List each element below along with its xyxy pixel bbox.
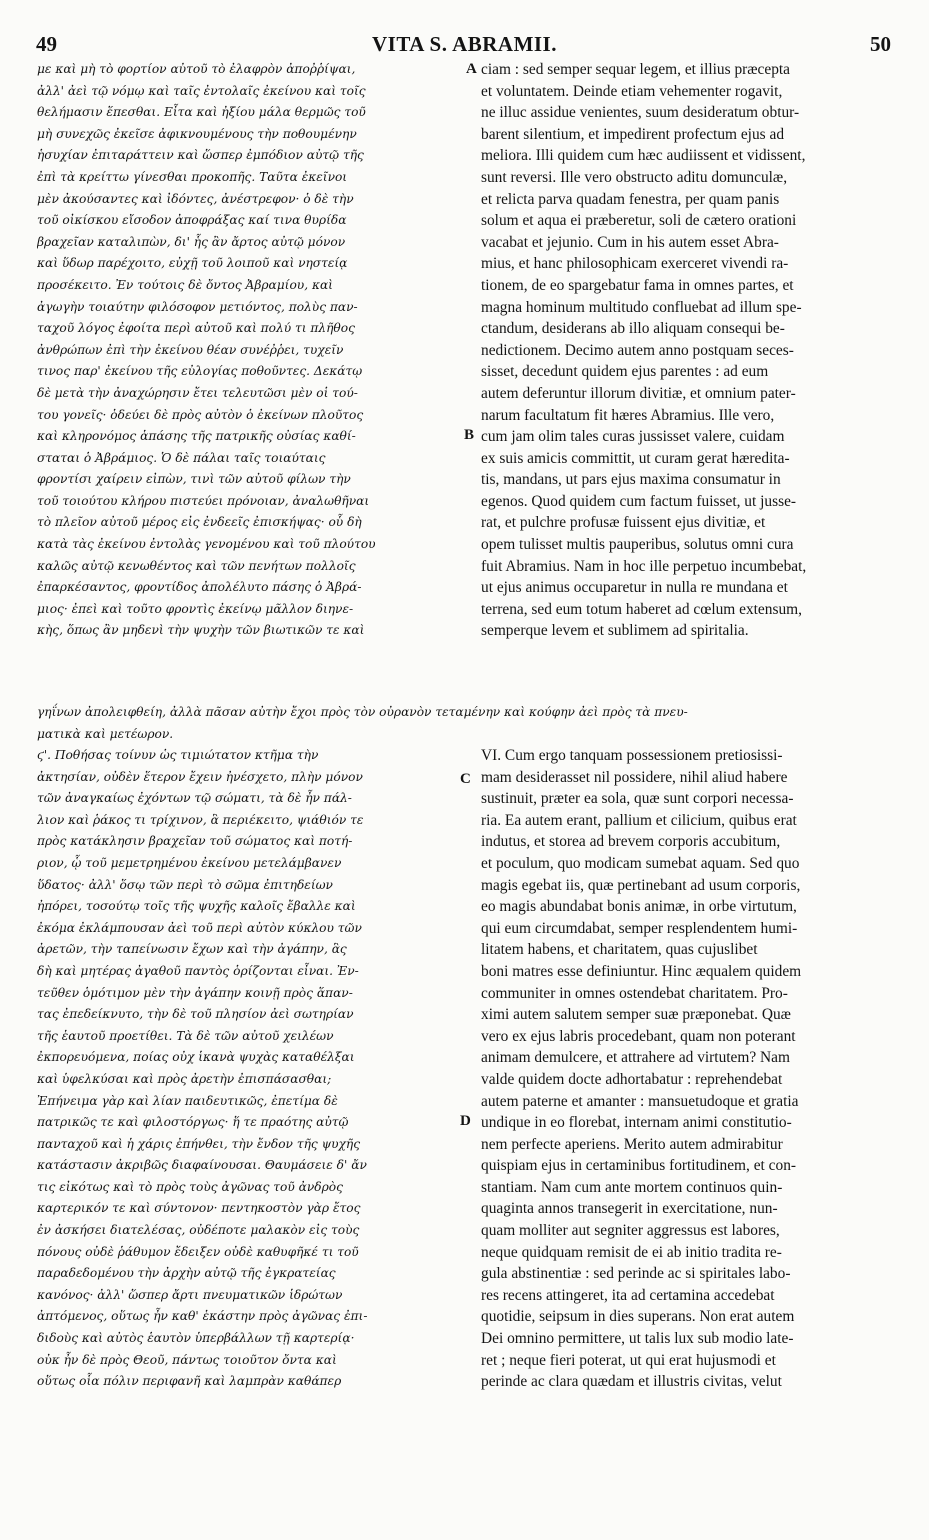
text-line: προσέκειτο. Ἐν τούτοις δὲ ὄντος Ἀβραμίου, καὶ [37,277,333,292]
text-line: neque quidquam remisit de ei ab initio tradita re- [481,1243,782,1261]
greek-column-upper [37,59,467,642]
text-line: ἐκόμα ἐκλάμπουσαν ἀεὶ τοῦ περὶ αὐτὸν κύκλου τῶν [37,920,362,935]
text-line: ria. Ea autem erant, pallium et cilicium, quibus erat [481,811,797,829]
page-number-left: 49 [36,32,57,56]
text-line: eo magis abundabat bonis animæ, in orbe virtutum, [481,898,797,916]
text-line: ἀνθρώπων ἐπὶ τὴν ἐκείνου θέαν συνέῤῥει, τυχεῖν [37,342,344,357]
text-line: διδοὺς καὶ αὐτὸς ἑαυτὸν ὑπερβάλλων τῇ καρτερίᾳ· [37,1331,355,1346]
text-line: stantiam. Nam cum ante mortem continuos quin- [481,1178,783,1196]
text-line: κὴς, ὅπως ἂν μηδενὶ τὴν ψυχὴν τῶν βιωτικῶν τε καὶ [37,623,365,638]
text-line: nem perfecte aperiens. Merito autem admirabitur [481,1135,783,1153]
latin-column-upper [481,59,893,642]
text-line: καὶ ὑφελκύσαι καὶ πρὸς ἀρετὴν ἐπισπάσασθαι; [37,1071,332,1086]
text-line: valde quidem docte adhortabatur : reprehendebat [481,1070,783,1088]
text-line: ὕδατος· ἀλλ' ὅσῳ τῶν περὶ τὸ σῶμα ἐπιτηδείων [37,877,333,892]
text-line: perinde ac clara quædam et illustris civitas, velut [481,1373,782,1391]
text-line: quispiam ejus in certaminibus fortitudinem, et con- [481,1157,797,1175]
text-line: egenos. Quod quidem cum factum fuisset, ut jusse- [481,492,797,510]
text-line: ex suis amicis committit, ut curam gerat hæredita- [481,449,790,467]
text-line: vero ex ejus labris procedebant, quam non poterant [481,1027,796,1045]
text-line: τας ἐπεδείκνυτο, τὴν δὲ τοῦ πλησίον ἀεὶ σωτηρίαν [37,1007,354,1022]
text-line: μὲν ἀκούσαντες καὶ ἰδόντες, ἀνέστρεφον· ὁ δὲ τὴν [37,191,354,206]
text-line: ἐπαρκέσαντος, φροντίδος ἀπολέλυτο πάσης ὁ Ἀβρά- [37,580,362,595]
text-line: του γονεῖς· ὁδεύει δὲ πρὸς αὐτὸν ὁ ἐκείνων πλοῦτος [37,407,364,422]
text-line: ctandum, desiderans ab illo aliquam consequi be- [481,320,785,338]
text-line: magis egebat iis, quæ pertinebant ad usum corporis, [481,876,801,894]
text-line: opem tulisset multis pauperibus, solutus omni cura [481,536,794,554]
text-line: δὴ καὶ μητέρας ἀγαθοῦ παντὸς ὁρίζονται εἶναι. Ἐν- [37,963,359,978]
text-line: λιον καὶ ῥάκος τι τρίχινον, ἃ περιέκειτο, ψιάθιόν τε [37,812,364,827]
text-line: indutus, et storea ad brevem corporis accubitum, [481,833,781,851]
text-line: magna hominum multitudo confluebat ad illum spe- [481,298,802,316]
text-line: ἠπόρει, τοσούτῳ τοῖς τῆς ψυχῆς καλοῖς ἔβαλλε καὶ [37,899,356,914]
text-line: ταχοῦ λόγος ἐφοίτα περὶ αὐτοῦ καὶ πολύ τι πλῆθος [37,321,355,336]
text-line: ne illuc assidue venientes, suum desideratum obtur- [481,104,800,122]
text-line: τεῦθεν ὁμότιμον μὲν τὴν ἀγάπην κοινῇ πρὸς ἅπαν- [37,985,353,1000]
text-line: undique in eo florebat, internam animi constitutio- [481,1114,792,1132]
text-line: res recens attingeret, ita ad certamina accedebat [481,1286,775,1304]
text-line: βραχεῖαν καταλιπὼν, δι' ἧς ἂν ἄρτος αὐτῷ μόνον [37,234,346,249]
section-marker-d: D [460,1113,471,1129]
text-line: τινος παρ' ἐκείνου τῆς εὐλογίας ποθοῦντες. Δεκάτῳ [37,364,363,379]
greek-full-width-lines [37,702,893,745]
text-line: rat, et pulchre profusæ fuissent ejus divitiæ, et [481,514,766,532]
text-line: et poculum, quo modicam sumebat aquam. Sed quo [481,854,800,872]
latin-column-lower [481,745,893,1393]
section-marker-b: B [464,427,475,443]
text-line: ut ejus animus occuparetur in nulla re mundana et [481,579,788,597]
text-line: οὐκ ἦν δὲ πρὸς Θεοῦ, πάντως τοιοῦτον ὄντα καὶ [37,1352,337,1367]
text-line: καρτερικόν τε καὶ σύντονον· πεντηκοστὸν γὰρ ἔτος [37,1201,361,1216]
text-line: μιος· ἐπεὶ καὶ τοῦτο φροντὶς ἐκείνῳ μᾶλλον διηνε- [37,601,354,616]
text-line: quam molliter aut segniter aggressus est labores, [481,1222,780,1240]
text-line: παραδεδομένου τὴν ἀρχὴν αὐτῷ τῆς ἐγκρατείας [37,1266,336,1281]
text-line: mam desiderasset nil possidere, nihil aliud habere [481,768,788,786]
text-line: ἀπτόμενος, οὕτως ἦν καθ' ἑκάστην πρὸς ἀγῶνας ἐπι- [37,1309,368,1324]
text-line: ἐν ἀσκήσει διατελέσας, οὐδέποτε μαλακὸν εἰς τοὺς [37,1223,360,1238]
text-line: ἀρετῶν, τὴν ταπείνωσιν ἔχων καὶ τὴν ἀγάπην, ἃς [37,942,347,957]
text-line: et relicta parva quadam fenestra, per quam panis [481,190,780,208]
page-number-right: 50 [870,32,891,56]
text-line: tis, mandans, ut pars ejus maxima consumatur in [481,471,781,489]
text-line: semperque levem et sublimem ad spiritalia. [481,622,749,640]
text-line: γηΐνων ἀπολειφθείη, ἀλλὰ πᾶσαν αὐτὴν ἔχοι πρὸς τὸν οὐρανὸν τεταμένην καὶ κούφην ἀεὶ πρὸς τὰ πνευ- [37,705,688,719]
text-line: mius, et hanc philosophicam exerceret vivendi ra- [481,255,789,273]
running-title: VITA S. ABRAMII. [372,32,557,56]
section-marker-c: C [460,771,471,787]
text-line: τὸ πλεῖον αὐτοῦ μέρος εἰς ἐνδεεῖς ἐπισκήψας· οὗ δὴ [37,515,362,530]
text-line: καὶ ὕδωρ παρέχοιτο, εὐχῇ τοῦ λοιποῦ καὶ νηστείᾳ [37,256,348,271]
text-line: sunt reversi. Ille vero obstructo aditu domunculæ, [481,168,788,186]
text-line: ἐκπορευόμενα, ποίας οὐχ ἱκανὰ ψυχὰς καταθέλξαι [37,1050,355,1065]
text-line: terrena, sed eum totum haberet ad cœlum extensum, [481,600,802,618]
text-line: κατὰ τὰς ἐκείνου ἐντολὰς γενομένου καὶ τοῦ πλούτου [37,537,376,552]
text-line: ριον, ᾧ τοῦ μεμετρημένου ἐκείνου μετελάμβανεν [37,855,342,870]
text-line: πατρικῶς τε καὶ φιλοστόργως· ἥ τε πραότης αὐτῷ [37,1115,349,1130]
text-line: sisset, decedunt quidem ejus parentes : ad eum [481,363,769,381]
text-line: ἡσυχίαν ἐπιταράττειν καὶ ὥσπερ ἐμπόδιον αὐτῷ τῆς [37,148,364,163]
text-line: τῆς ἑαυτοῦ προετίθει. Τὰ δὲ τῶν αὐτοῦ χειλέων [37,1028,334,1043]
text-line: ciam : sed semper sequar legem, et illius præcepta [481,61,790,78]
text-line: gula abstinentiæ : sed perinde ac si spiritales labo- [481,1265,791,1283]
text-line: sustinuit, præter ea sola, quæ sunt corpori necessa- [481,790,794,808]
text-line: et voluntatem. Deinde etiam vehementer rogavit, [481,82,783,100]
text-line: communiter in omnes ostendebat charitatem. Pro- [481,984,788,1002]
text-line: Ἐπήνειμα γὰρ καὶ λίαν παιδευτικῶς, ἐπετίμα δὲ [37,1093,338,1108]
text-line: barent silentium, et impedirent profectum ejus ad [481,125,785,143]
text-line: cum jam olim tales curas jussisset valere, cuidam [481,428,785,446]
text-line: animam demulcere, et attrahere ad virtutem? Nam [481,1049,790,1067]
text-line: ἀλλ' ἀεὶ τῷ νόμῳ καὶ ταῖς ἐντολαῖς ἐκείνου καὶ τοῖς [37,83,366,98]
text-line: ἀγωγὴν τοιαύτην φιλόσοφον μετιόντος, πολὺς παν- [37,299,358,314]
text-line: ματικὰ καὶ μετέωρον. [37,726,174,741]
text-line: θελήμασιν ἕπεσθαι. Εἶτα καὶ ἠξίου μάλα θερμῶς τοῦ [37,105,366,120]
text-line: meliora. Illi quidem cum hæc audiissent et vidissent, [481,147,806,165]
text-line: μὴ συνεχῶς ἐκεῖσε ἀφικνουμένους τὴν ποθουμένην [37,126,357,141]
text-line: VI. Cum ergo tanquam possessionem pretiosissi- [481,747,783,764]
text-line: autem paterne et amanter : mansuetudoque et gratia [481,1092,799,1110]
text-line: solum et aqua ei præberetur, soli de cætero orationi [481,212,797,230]
text-line: δὲ μετὰ τὴν ἀναχώρησιν ἔτει τελευτῶσι μὲν οἱ τού- [37,385,358,400]
text-line: fuit Abramius. Nam in hoc ille perpetuo incumbebat, [481,557,807,575]
text-line: καλῶς αὐτῷ κενωθέντος καὶ τῶν πενήτων πολλοῖς [37,558,356,573]
text-line: τοῦ τοιούτου κλήρου πιστεύει πρόνοιαν, ἀναλωθῆναι [37,493,370,508]
text-line: tionem, de eo spargebatur fama in omnes partes, et [481,276,794,294]
text-line: narum facultatum fit hæres Abramius. Ille vero, [481,406,775,424]
text-line: boni matres esse definiuntur. Hinc æqualem quidem [481,962,802,980]
text-line: με καὶ μὴ τὸ φορτίον αὐτοῦ τὸ ἐλαφρὸν ἀποῤῥίψαι, [37,62,356,76]
text-line: ximi autem salutem semper suæ præponebat. Quæ [481,1006,791,1024]
text-line: τις εἰκότως καὶ τὸ πρὸς τοὺς ἀγῶνας τοῦ ἀνδρὸς [37,1179,343,1194]
text-line: τῶν ἀναγκαίως ἐχόντων τῷ σώματι, τὰ δὲ ἦν πάλ- [37,791,352,806]
text-line: autem deferuntur illorum divitiæ, et omnium pater- [481,384,796,402]
text-line: πανταχοῦ καὶ ἡ χάρις ἐπήνθει, τὴν ἔνδον τῆς ψυχῆς [37,1136,361,1151]
text-line: vacabat et jejunio. Cum in his autem esset Abra- [481,233,779,251]
text-line: κανόνος· ἀλλ' ὥσπερ ἄρτι πνευματικῶν ἱδρώτων [37,1287,343,1302]
text-line: Dei omnino permittere, ut talis lux sub modio late- [481,1330,794,1348]
greek-column-lower [37,745,467,1393]
text-line: litatem habens, et charitatem, quas cujuslibet [481,941,758,959]
section-marker-a: A [466,61,477,77]
text-line: quaginta annos transegerit in exercitatione, nun- [481,1200,778,1218]
text-line: τοῦ οἰκίσκου εἴσοδον ἀποφράξας καί τινα θυρίδα [37,213,347,228]
text-line: ἐπὶ τὰ κρείττω γίνεσθαι προκοπῆς. Ταῦτα ἐκεῖνοι [37,169,348,184]
text-line: καὶ κληρονόμος ἁπάσης τῆς πατρικῆς οὐσίας καθί- [37,429,356,444]
text-line: οὕτως οἷα πόλιν περιφανῆ καὶ λαμπρὰν καθάπερ [37,1374,342,1389]
text-line: φροντίσι χαίρειν εἰπὼν, τινὶ τῶν αὐτοῦ φίλων τὴν [37,472,351,487]
text-line: πόνους οὐδὲ ῥάθυμον ἔδειξεν οὐδὲ καθυφῆκέ τι τοῦ [37,1244,359,1259]
text-line: κατάστασιν ἀκριβῶς διαφαίνουσαι. Θαυμάσειε δ' ἄν [37,1158,367,1173]
text-line: nedictionem. Decimo autem anno postquam seces- [481,341,794,359]
text-line: quotidie, seipsum in dies superans. Non erat autem [481,1308,795,1326]
text-line: ἀκτησίαν, οὐδὲν ἕτερον ἔχειν ἠνέσχετο, πλὴν μόνον [37,769,363,784]
text-line: qui eum circumdabat, semper resplendentem humi- [481,919,798,937]
text-line: ϛ'. Ποθήσας τοίνυν ὡς τιμιώτατον κτῆμα τὴν [37,748,319,762]
text-line: πρὸς κατάκλησιν βραχεῖαν τοῦ σώματος καὶ ποτή- [37,834,353,849]
text-line: σταται ὁ Ἀβράμιος. Ὁ δὲ πάλαι ταῖς τοιαύταις [37,450,326,465]
text-line: ret ; neque fieri poterat, ut qui erat hujusmodi et [481,1351,776,1369]
